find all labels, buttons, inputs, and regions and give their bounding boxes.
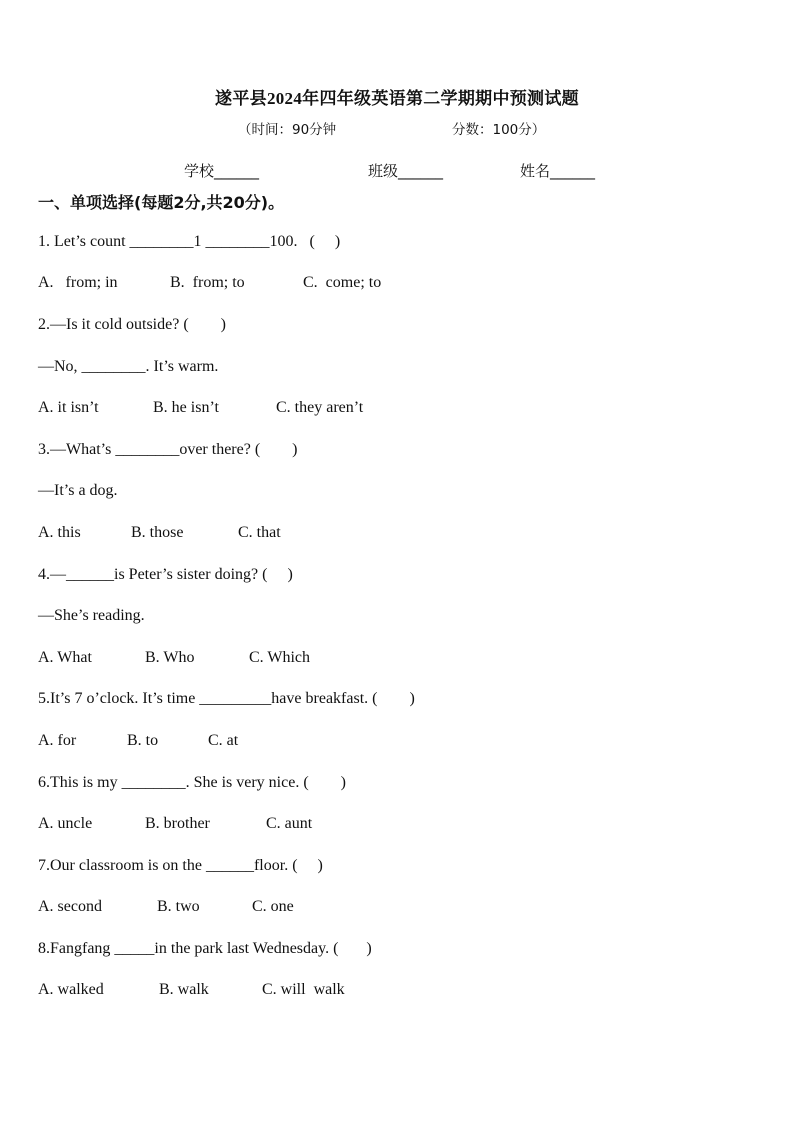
question-7-option-c: C. one	[252, 898, 294, 915]
section-heading: 一、单项选择(每题2分,共20分)。	[38, 193, 285, 212]
question-1-option-b: B. from; to	[170, 274, 245, 291]
question-1-text: 1. Let’s count ________1 ________100. ( )	[38, 233, 341, 250]
question-6-option-a: A. uncle	[38, 815, 93, 832]
question-5-option-c: C. at	[208, 732, 239, 749]
exam-title: 遂平县2024年四年级英语第二学期期中预测试题	[215, 89, 579, 108]
exam-time: （时间：90分钟	[238, 122, 337, 138]
question-4-option-b: B. Who	[145, 649, 195, 666]
question-8-option-b: B. walk	[159, 981, 209, 998]
question-7-text: 7.Our classroom is on the ______floor. ( )	[38, 857, 323, 874]
question-1-option-a: A. from; in	[38, 274, 118, 291]
question-7-option-a: A. second	[38, 898, 102, 915]
question-8-option-a: A. walked	[38, 981, 104, 998]
question-6-option-c: C. aunt	[266, 815, 313, 832]
question-4-text: 4.—______is Peter’s sister doing? ( )	[38, 566, 293, 583]
exam-score: 分数：100分）	[452, 122, 546, 138]
question-3-option-a: A. this	[38, 524, 81, 541]
question-3-option-b: B. those	[131, 524, 184, 541]
question-6-text: 6.This is my ________. She is very nice. ( )	[38, 774, 346, 791]
question-2-option-a: A. it isn’t	[38, 399, 99, 416]
question-4-option-a: A. What	[38, 649, 92, 666]
question-2-text: 2.—Is it cold outside? ( )	[38, 316, 226, 333]
question-3-answer-line: —It’s a dog.	[38, 482, 118, 499]
class-field: 班级______	[368, 162, 444, 180]
question-5-option-a: A. for	[38, 732, 77, 749]
question-8-text: 8.Fangfang _____in the park last Wednesday. ( )	[38, 940, 372, 957]
question-2-option-c: C. they aren’t	[276, 399, 364, 416]
question-8-option-c: C. will walk	[262, 981, 345, 998]
question-4-option-c: C. Which	[249, 649, 311, 666]
question-3-text: 3.—What’s ________over there? ( )	[38, 441, 298, 458]
question-2-answer-line: —No, ________. It’s warm.	[38, 358, 219, 375]
question-7-option-b: B. two	[157, 898, 200, 915]
name-field: 姓名______	[520, 162, 596, 180]
question-5-option-b: B. to	[127, 732, 159, 749]
question-5-text: 5.It’s 7 o’clock. It’s time _________have breakfast. ( )	[38, 690, 415, 707]
question-1-option-c: C. come; to	[303, 274, 382, 291]
school-field: 学校______	[184, 162, 260, 180]
question-2-option-b: B. he isn’t	[153, 399, 219, 416]
question-3-option-c: C. that	[238, 524, 281, 541]
question-6-option-b: B. brother	[145, 815, 210, 832]
question-4-answer-line: —She’s reading.	[38, 607, 145, 624]
